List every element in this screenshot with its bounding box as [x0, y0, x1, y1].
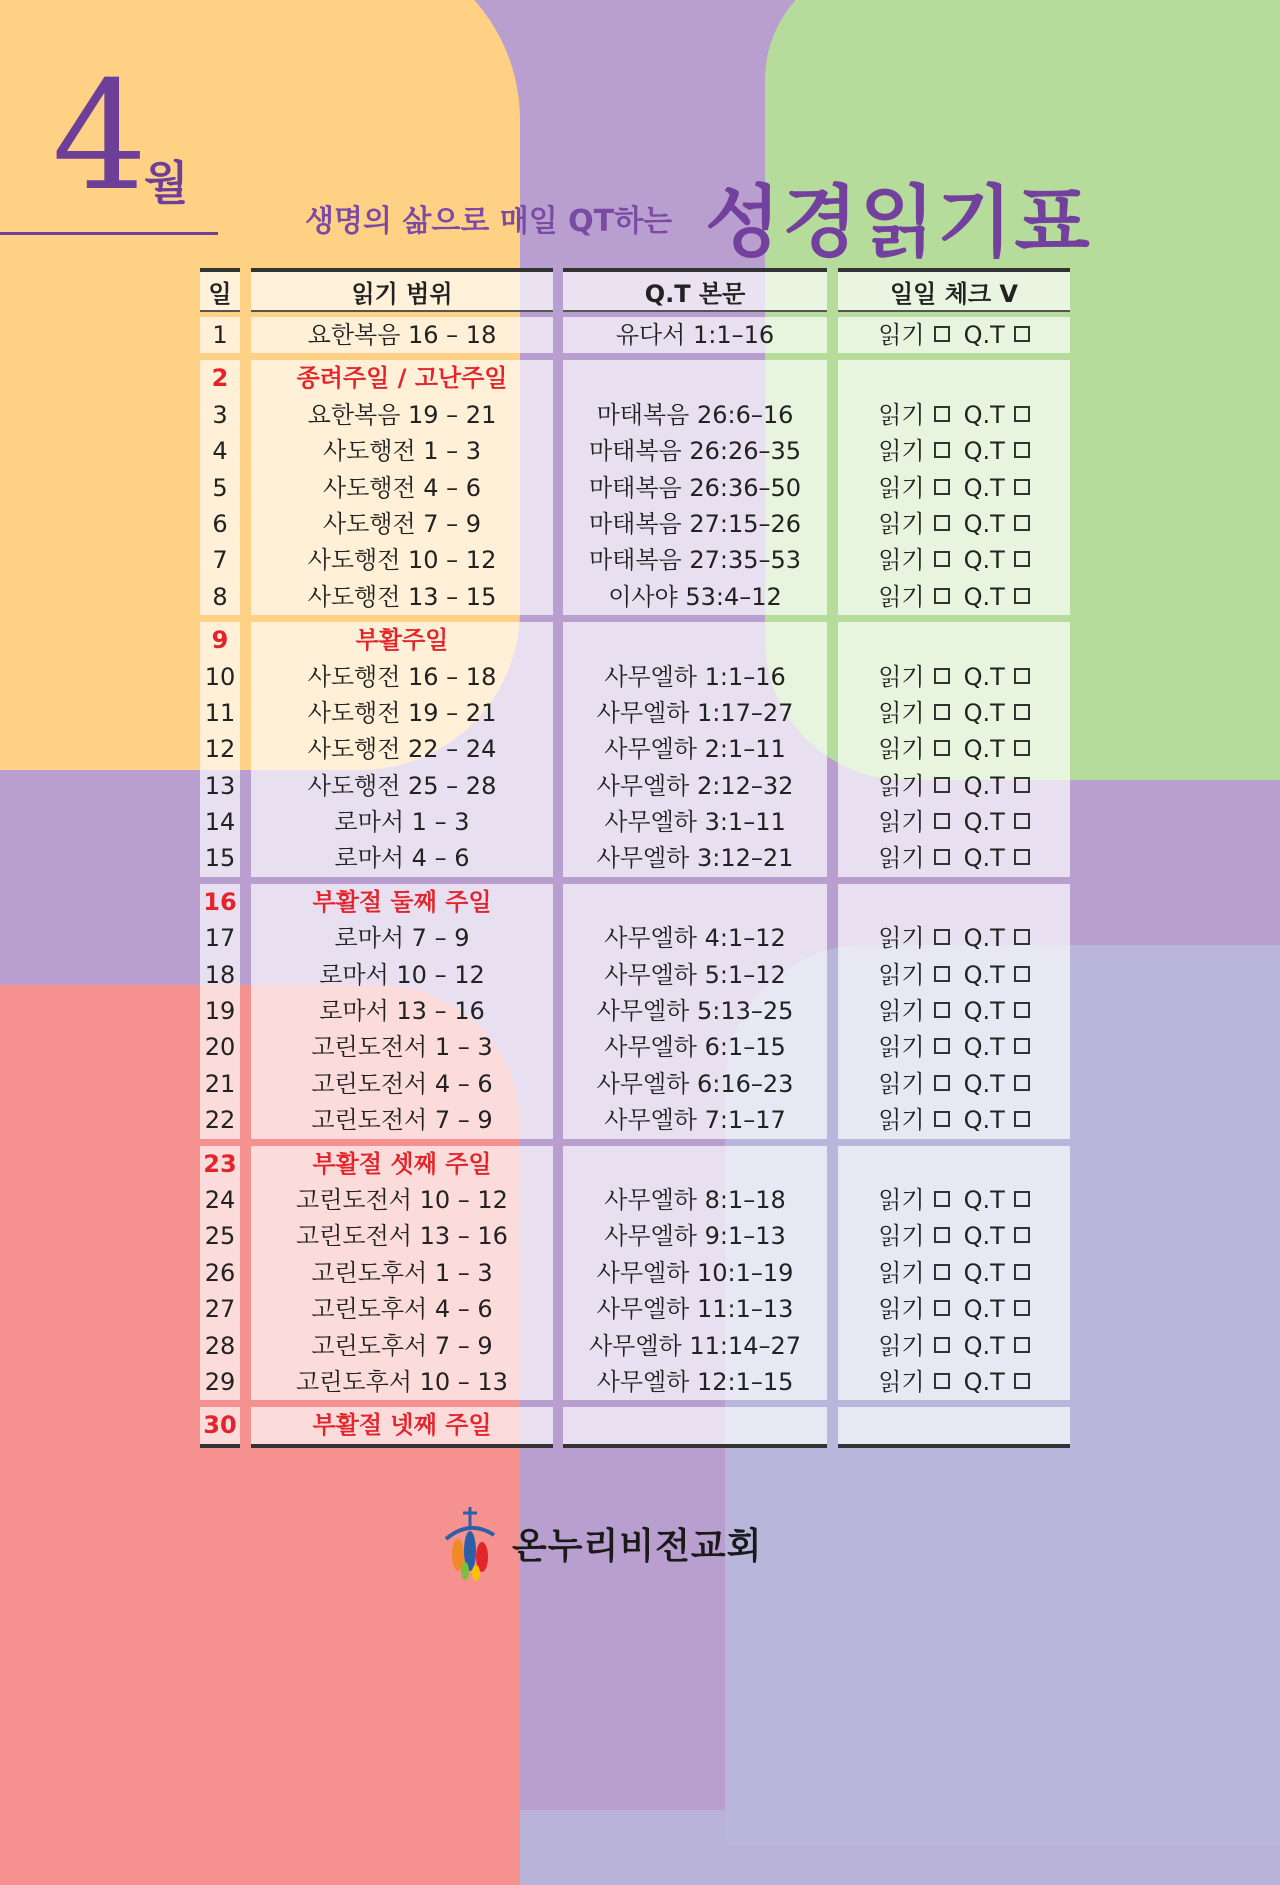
read-check-label: 읽기 — [878, 321, 925, 349]
qt-passage: 사무엘하 3:1–11 — [604, 808, 786, 837]
week-group-qt — [563, 1407, 827, 1447]
day-number: 20 — [204, 1033, 236, 1062]
reading-range: 사도행전 4 – 6 — [322, 473, 482, 502]
read-check-label: 읽기 — [878, 509, 925, 538]
qt-passage: 사무엘하 8:1–18 — [604, 1185, 786, 1214]
day-number: 25 — [204, 1222, 236, 1251]
reading-range: 고린도후서 7 – 9 — [311, 1331, 493, 1360]
week-group-reading — [251, 622, 553, 877]
qt-check-label: Q.T — [963, 509, 1005, 538]
week-group-day — [200, 1407, 240, 1447]
read-checkbox[interactable] — [934, 1002, 950, 1018]
qt-passage: 사무엘하 10:1–19 — [596, 1258, 794, 1287]
daily-check — [838, 317, 1070, 353]
week-group-qt — [563, 884, 827, 1139]
qt-check-label: Q.T — [963, 1033, 1005, 1062]
daily-check — [838, 1364, 1070, 1400]
qt-passage: 마태복음 27:15–26 — [588, 509, 802, 538]
read-check-label: 읽기 — [878, 924, 925, 953]
day-number: 17 — [204, 924, 236, 953]
week-group-check — [838, 1407, 1070, 1447]
day-number: 1 — [212, 321, 228, 349]
reading-range: 고린도전서 1 – 3 — [311, 1033, 493, 1062]
read-check-label: 읽기 — [878, 1069, 925, 1098]
day-number: 24 — [204, 1185, 236, 1214]
read-checkbox[interactable] — [934, 1337, 950, 1353]
read-check-label: 읽기 — [878, 960, 925, 989]
week-group-day — [200, 884, 240, 1139]
reading-range: 사도행전 25 – 28 — [307, 771, 497, 800]
day-number: 22 — [204, 1106, 236, 1135]
read-checkbox[interactable] — [934, 1227, 950, 1243]
month-underline — [0, 232, 218, 235]
daily-check — [838, 804, 1070, 840]
read-check-label: 읽기 — [878, 662, 925, 691]
qt-checkbox[interactable] — [1014, 777, 1030, 793]
reading-range: 사도행전 1 – 3 — [322, 437, 482, 466]
qt-check-label: Q.T — [963, 321, 1005, 349]
daily-check — [838, 957, 1070, 993]
qt-check-label: Q.T — [963, 997, 1005, 1026]
read-checkbox[interactable] — [934, 966, 950, 982]
qt-passage: 사무엘하 5:1–12 — [604, 960, 786, 989]
qt-check-label: Q.T — [963, 1295, 1005, 1324]
read-checkbox[interactable] — [934, 1111, 950, 1127]
reading-range: 요한복음 16 – 18 — [307, 321, 497, 349]
day-number: 9 — [211, 626, 229, 655]
day-number: 6 — [212, 509, 228, 538]
week-group-qt — [563, 622, 827, 877]
church-logo — [436, 1505, 762, 1581]
week-group-qt — [563, 1146, 827, 1401]
read-checkbox[interactable] — [934, 551, 950, 567]
day-number: 5 — [212, 473, 228, 502]
month-number: 4 — [52, 50, 148, 224]
reading-range: 고린도후서 4 – 6 — [311, 1295, 493, 1324]
qt-passage: 사무엘하 11:14–27 — [588, 1331, 802, 1360]
qt-check-label: Q.T — [963, 924, 1005, 953]
daily-check — [838, 840, 1070, 876]
week-group-day — [200, 622, 240, 877]
qt-checkbox[interactable] — [1014, 740, 1030, 756]
qt-passage: 사무엘하 1:17–27 — [596, 698, 794, 727]
read-check-label: 읽기 — [878, 808, 925, 837]
qt-check-label: Q.T — [963, 960, 1005, 989]
qt-passage: 사무엘하 2:12–32 — [596, 771, 794, 800]
daily-check — [838, 1182, 1070, 1218]
day-number: 29 — [204, 1367, 236, 1396]
daily-check — [838, 768, 1070, 804]
daily-check — [838, 1029, 1070, 1065]
week-group-check — [838, 884, 1070, 1139]
read-checkbox[interactable] — [934, 326, 950, 342]
day-number: 18 — [204, 960, 236, 989]
month-heading — [52, 50, 189, 224]
qt-checkbox[interactable] — [1014, 1038, 1030, 1054]
qt-check-label: Q.T — [963, 698, 1005, 727]
month-unit: 월 — [144, 156, 189, 210]
day-number: 23 — [203, 1149, 237, 1178]
daily-check — [838, 506, 1070, 542]
header-qt: Q.T 본문 — [563, 268, 827, 312]
read-check-label: 읽기 — [878, 1258, 925, 1287]
day-number: 21 — [204, 1069, 236, 1098]
special-sunday-label: 부활절 넷째 주일 — [312, 1411, 492, 1440]
qt-check-label: Q.T — [963, 771, 1005, 800]
day-number: 11 — [204, 698, 236, 727]
qt-check-label: Q.T — [963, 662, 1005, 691]
day-number: 13 — [204, 771, 236, 800]
week-group-check — [838, 317, 1070, 353]
week-group-reading — [251, 360, 553, 615]
qt-check-label: Q.T — [963, 582, 1005, 611]
daily-check — [838, 470, 1070, 506]
reading-range: 사도행전 19 – 21 — [307, 698, 497, 727]
day-number: 15 — [204, 844, 236, 873]
reading-range: 로마서 7 – 9 — [334, 924, 470, 953]
qt-check-label: Q.T — [963, 400, 1005, 429]
reading-range: 고린도전서 10 – 12 — [296, 1185, 508, 1214]
qt-checkbox[interactable] — [1014, 515, 1030, 531]
qt-passage: 이사야 53:4–12 — [608, 582, 782, 611]
daily-check — [838, 622, 1070, 658]
special-sunday-label: 부활주일 — [355, 626, 449, 655]
header-check: 일일 체크 V — [838, 268, 1070, 312]
daily-check — [838, 731, 1070, 767]
read-checkbox[interactable] — [934, 406, 950, 422]
qt-check-label: Q.T — [963, 1185, 1005, 1214]
day-number: 27 — [204, 1295, 236, 1324]
read-checkbox[interactable] — [934, 813, 950, 829]
read-checkbox[interactable] — [934, 588, 950, 604]
special-sunday-label: 부활절 둘째 주일 — [312, 887, 492, 916]
reading-range: 로마서 4 – 6 — [334, 844, 470, 873]
reading-range: 고린도후서 1 – 3 — [311, 1258, 493, 1287]
qt-check-label: Q.T — [963, 546, 1005, 575]
church-logo-icon — [436, 1505, 504, 1581]
qt-check-label: Q.T — [963, 1222, 1005, 1251]
reading-range: 요한복음 19 – 21 — [307, 400, 497, 429]
read-check-label: 읽기 — [878, 1222, 925, 1251]
week-group-reading — [251, 884, 553, 1139]
week-group-day — [200, 360, 240, 615]
qt-passage: 사무엘하 3:12–21 — [596, 844, 794, 873]
qt-passage: 사무엘하 12:1–15 — [596, 1367, 794, 1396]
qt-checkbox[interactable] — [1014, 668, 1030, 684]
reading-range: 로마서 10 – 12 — [319, 960, 485, 989]
read-check-label: 읽기 — [878, 1331, 925, 1360]
day-number: 4 — [212, 437, 228, 466]
qt-checkbox[interactable] — [1014, 929, 1030, 945]
qt-check-label: Q.T — [963, 1331, 1005, 1360]
read-check-label: 읽기 — [878, 1295, 925, 1324]
read-check-label: 읽기 — [878, 582, 925, 611]
page-subtitle: 생명의 삶으로 매일 QT하는 — [305, 204, 673, 239]
day-number: 26 — [204, 1258, 236, 1287]
reading-range: 사도행전 13 – 15 — [307, 582, 497, 611]
day-number: 2 — [211, 364, 229, 393]
header-reading: 읽기 범위 — [251, 268, 553, 312]
read-check-label: 읽기 — [878, 844, 925, 873]
reading-range: 사도행전 16 – 18 — [307, 662, 497, 691]
read-checkbox[interactable] — [934, 1300, 950, 1316]
qt-checkbox[interactable] — [1014, 1111, 1030, 1127]
read-check-label: 읽기 — [878, 997, 925, 1026]
reading-range: 로마서 13 – 16 — [319, 997, 485, 1026]
qt-checkbox[interactable] — [1014, 966, 1030, 982]
day-number: 3 — [212, 400, 228, 429]
qt-checkbox[interactable] — [1014, 1337, 1030, 1353]
read-checkbox[interactable] — [934, 1038, 950, 1054]
read-check-label: 읽기 — [878, 1367, 925, 1396]
qt-passage: 사무엘하 2:1–11 — [604, 735, 786, 764]
day-number: 12 — [204, 735, 236, 764]
page-title: 성경읽기표 — [705, 178, 1092, 268]
qt-passage: 마태복음 27:35–53 — [588, 546, 802, 575]
daily-check — [838, 542, 1070, 578]
special-sunday-label: 부활절 셋째 주일 — [312, 1149, 492, 1178]
qt-checkbox[interactable] — [1014, 479, 1030, 495]
qt-passage — [563, 360, 827, 396]
qt-passage: 사무엘하 9:1–13 — [604, 1222, 786, 1251]
column-reading — [251, 268, 553, 1448]
week-group-check — [838, 1146, 1070, 1401]
daily-check — [838, 1102, 1070, 1138]
read-check-label: 읽기 — [878, 1185, 925, 1214]
read-checkbox[interactable] — [934, 442, 950, 458]
qt-passage: 사무엘하 7:1–17 — [604, 1106, 786, 1135]
qt-passage: 마태복음 26:36–50 — [588, 473, 802, 502]
read-checkbox[interactable] — [934, 479, 950, 495]
read-checkbox[interactable] — [934, 704, 950, 720]
qt-passage: 사무엘하 1:1–16 — [604, 662, 786, 691]
read-checkbox[interactable] — [934, 1191, 950, 1207]
qt-check-label: Q.T — [963, 1069, 1005, 1098]
qt-checkbox[interactable] — [1014, 704, 1030, 720]
qt-passage: 유다서 1:1–16 — [615, 321, 775, 349]
week-group-day — [200, 317, 240, 353]
qt-checkbox[interactable] — [1014, 1373, 1030, 1389]
daily-check — [838, 1291, 1070, 1327]
qt-checkbox[interactable] — [1014, 1075, 1030, 1091]
qt-passage: 사무엘하 4:1–12 — [604, 924, 786, 953]
daily-check — [838, 1328, 1070, 1364]
header-day: 일 — [200, 268, 240, 312]
day-number: 8 — [212, 582, 228, 611]
qt-passage: 마태복음 26:26–35 — [588, 437, 802, 466]
qt-checkbox[interactable] — [1014, 813, 1030, 829]
qt-passage: 마태복음 26:6–16 — [596, 400, 794, 429]
daily-check — [838, 579, 1070, 615]
daily-check — [838, 1066, 1070, 1102]
reading-range: 고린도전서 4 – 6 — [311, 1069, 493, 1098]
qt-check-label: Q.T — [963, 437, 1005, 466]
qt-checkbox[interactable] — [1014, 1002, 1030, 1018]
special-sunday-label: 종려주일 / 고난주일 — [296, 364, 508, 393]
daily-check — [838, 993, 1070, 1029]
daily-check — [838, 920, 1070, 956]
daily-check — [838, 659, 1070, 695]
read-check-label: 읽기 — [878, 473, 925, 502]
week-group-check — [838, 360, 1070, 615]
week-group-day — [200, 1146, 240, 1401]
read-checkbox[interactable] — [934, 740, 950, 756]
read-check-label: 읽기 — [878, 735, 925, 764]
read-check-label: 읽기 — [878, 400, 925, 429]
week-group-reading — [251, 317, 553, 353]
daily-check — [838, 397, 1070, 433]
qt-check-label: Q.T — [963, 844, 1005, 873]
daily-check — [838, 433, 1070, 469]
read-check-label: 읽기 — [878, 698, 925, 727]
qt-checkbox[interactable] — [1014, 1191, 1030, 1207]
read-checkbox[interactable] — [934, 777, 950, 793]
column-check — [838, 268, 1070, 1448]
reading-range: 고린도전서 7 – 9 — [311, 1106, 493, 1135]
daily-check — [838, 1255, 1070, 1291]
qt-checkbox[interactable] — [1014, 406, 1030, 422]
qt-checkbox[interactable] — [1014, 849, 1030, 865]
daily-check — [838, 884, 1070, 920]
read-check-label: 읽기 — [878, 546, 925, 575]
qt-passage: 사무엘하 5:13–25 — [596, 997, 794, 1026]
column-day — [200, 268, 240, 1448]
daily-check — [838, 1218, 1070, 1254]
day-number: 10 — [204, 662, 236, 691]
qt-checkbox[interactable] — [1014, 588, 1030, 604]
qt-checkbox[interactable] — [1014, 1264, 1030, 1280]
week-group-qt — [563, 317, 827, 353]
qt-checkbox[interactable] — [1014, 326, 1030, 342]
qt-passage — [563, 884, 827, 920]
daily-check — [838, 360, 1070, 396]
day-number: 14 — [204, 808, 236, 837]
read-checkbox[interactable] — [934, 668, 950, 684]
qt-checkbox[interactable] — [1014, 442, 1030, 458]
reading-range: 사도행전 10 – 12 — [307, 546, 497, 575]
qt-passage — [563, 1146, 827, 1182]
qt-check-label: Q.T — [963, 473, 1005, 502]
read-check-label: 읽기 — [878, 1033, 925, 1062]
read-checkbox[interactable] — [934, 1373, 950, 1389]
read-checkbox[interactable] — [934, 515, 950, 531]
qt-check-label: Q.T — [963, 1258, 1005, 1287]
day-number: 28 — [204, 1331, 236, 1360]
daily-check — [838, 1407, 1070, 1443]
read-check-label: 읽기 — [878, 437, 925, 466]
reading-range: 사도행전 7 – 9 — [322, 509, 482, 538]
read-checkbox[interactable] — [934, 929, 950, 945]
day-number: 16 — [203, 887, 237, 916]
qt-check-label: Q.T — [963, 808, 1005, 837]
daily-check — [838, 695, 1070, 731]
week-group-qt — [563, 360, 827, 615]
qt-check-label: Q.T — [963, 1106, 1005, 1135]
qt-passage — [563, 1407, 827, 1443]
read-check-label: 읽기 — [878, 1106, 925, 1135]
qt-passage: 사무엘하 6:16–23 — [596, 1069, 794, 1098]
reading-range: 고린도후서 10 – 13 — [296, 1367, 508, 1396]
week-group-reading — [251, 1146, 553, 1401]
week-group-check — [838, 622, 1070, 877]
qt-checkbox[interactable] — [1014, 1300, 1030, 1316]
reading-range: 사도행전 22 – 24 — [307, 735, 497, 764]
qt-check-label: Q.T — [963, 1367, 1005, 1396]
reading-range: 로마서 1 – 3 — [334, 808, 470, 837]
week-group-reading — [251, 1407, 553, 1447]
qt-passage — [563, 622, 827, 658]
qt-passage: 사무엘하 6:1–15 — [604, 1033, 786, 1062]
read-checkbox[interactable] — [934, 1264, 950, 1280]
read-checkbox[interactable] — [934, 849, 950, 865]
column-qt — [563, 268, 827, 1448]
qt-checkbox[interactable] — [1014, 551, 1030, 567]
day-number: 7 — [212, 546, 228, 575]
qt-passage: 사무엘하 11:1–13 — [596, 1295, 794, 1324]
reading-range: 고린도전서 13 – 16 — [296, 1222, 508, 1251]
church-name: 온누리비전교회 — [512, 1525, 763, 1567]
day-number: 30 — [203, 1411, 237, 1440]
qt-checkbox[interactable] — [1014, 1227, 1030, 1243]
daily-check — [838, 1146, 1070, 1182]
day-number: 19 — [204, 997, 236, 1026]
qt-check-label: Q.T — [963, 735, 1005, 764]
read-check-label: 읽기 — [878, 771, 925, 800]
read-checkbox[interactable] — [934, 1075, 950, 1091]
